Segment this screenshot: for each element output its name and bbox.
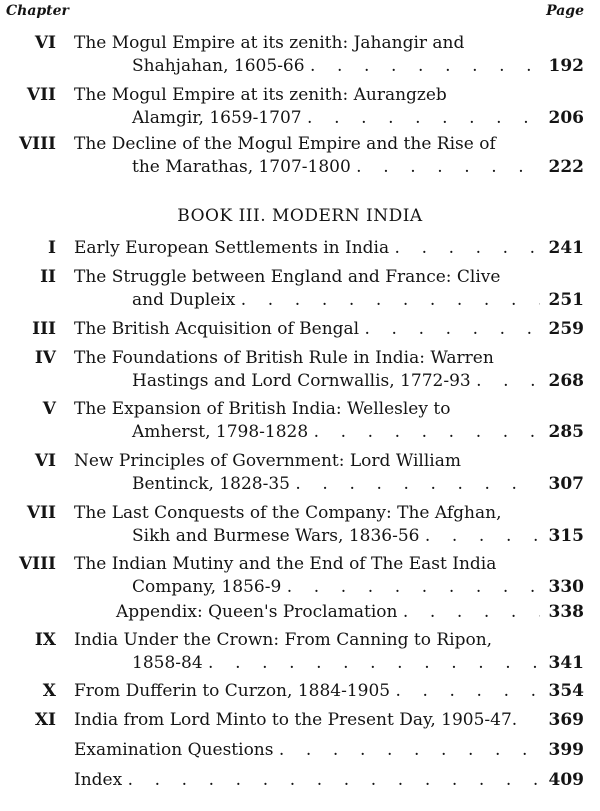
page-number: 341: [548, 653, 584, 673]
page-number: 338: [548, 602, 584, 622]
book-heading: BOOK III. MODERN INDIA: [177, 206, 423, 226]
entry-title-line: the Marathas, 1707-1800: [132, 157, 351, 177]
entry-title-line: Hastings and Lord Cornwallis, 1772-93: [132, 371, 471, 391]
chapter-number: I: [48, 238, 56, 258]
entry-title-line: The Mogul Empire at its zenith: Jahangir and: [74, 33, 465, 53]
entry-title-line: The Foundations of British Rule in India: Warren: [74, 348, 494, 368]
page-number: 222: [548, 157, 584, 177]
entry-title-line: and Dupleix: [132, 290, 236, 310]
entry-title-line: The Struggle between England and France: Clive: [74, 267, 501, 287]
chapter-number: VII: [26, 85, 56, 105]
page-number: 268: [548, 371, 584, 391]
entry-title-line: Appendix: Queen's Proclamation: [116, 602, 398, 622]
chapter-number: VI: [34, 451, 56, 471]
chapter-number: XI: [34, 710, 56, 730]
entry-title-line: Sikh and Burmese Wars, 1836-56: [132, 526, 420, 546]
chapter-column-header: Chapter: [6, 3, 69, 19]
page-number: 192: [548, 56, 584, 76]
entry-title-line: India Under the Crown: From Canning to Ripon,: [74, 630, 493, 650]
chapter-number: VII: [26, 503, 56, 523]
chapter-number: IX: [34, 630, 56, 650]
entry-title-line: 1858-84: [132, 653, 203, 673]
chapter-number: II: [40, 267, 56, 287]
chapter-number: III: [32, 319, 56, 339]
page-number: 251: [548, 290, 584, 310]
entry-title-line: New Principles of Government: Lord William: [74, 451, 461, 471]
entry-title-line: Index: [74, 770, 123, 790]
page-number: 206: [548, 108, 584, 128]
chapter-number: X: [42, 681, 56, 701]
chapter-number: VIII: [18, 134, 56, 154]
entry-title-line: The Mogul Empire at its zenith: Aurangzeb: [74, 85, 447, 105]
page-number: 399: [548, 740, 584, 760]
chapter-number: VIII: [18, 554, 56, 574]
entry-title-line: Bentinck, 1828-35: [132, 474, 290, 494]
entry-title-line: The Indian Mutiny and the End of The East India: [74, 554, 497, 574]
page-column-header: Page: [546, 3, 584, 19]
entry-title-line: The Expansion of British India: Wellesley to: [74, 399, 451, 419]
chapter-number: VI: [34, 33, 56, 53]
page-number: 369: [548, 710, 584, 730]
entry-title-line: Amherst, 1798-1828: [132, 422, 309, 442]
page-number: 330: [548, 577, 584, 597]
entry-title-line: Examination Questions: [74, 740, 274, 760]
entry-title-line: The Last Conquests of the Company: The Afghan,: [74, 503, 502, 523]
chapter-number: V: [42, 399, 56, 419]
entry-title-line: Early European Settlements in India: [74, 238, 390, 258]
page-number: 307: [548, 474, 584, 494]
entry-title-line: Company, 1856-9: [132, 577, 282, 597]
page-number: 285: [548, 422, 584, 442]
chapter-number: IV: [34, 348, 56, 368]
page-number: 241: [548, 238, 584, 258]
entry-title-line: Shahjahan, 1605-66: [132, 56, 305, 76]
page-number: 259: [548, 319, 584, 339]
page-number: 354: [548, 681, 584, 701]
entry-title-line: The British Acquisition of Bengal: [74, 319, 360, 339]
entry-title-line: From Dufferin to Curzon, 1884-1905: [74, 681, 391, 701]
entry-title-line: India from Lord Minto to the Present Day, 1905-47.: [74, 710, 518, 730]
page-number: 315: [548, 526, 584, 546]
entry-title-line: The Decline of the Mogul Empire and the Rise of: [74, 134, 496, 154]
page-number: 409: [548, 770, 584, 790]
entry-title-line: Alamgir, 1659-1707: [132, 108, 302, 128]
